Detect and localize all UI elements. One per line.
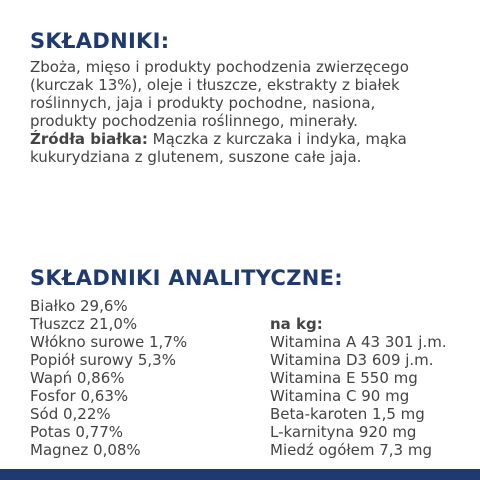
- vitamin-item: Witamina E 550 mg: [270, 369, 418, 387]
- protein-sources-line: kukurydziana z glutenem, suszone całe jaja.: [30, 148, 362, 166]
- analytical-item: Tłuszcz 21,0%: [30, 315, 138, 333]
- vitamin-item: Witamina C 90 mg: [270, 387, 410, 405]
- protein-sources-text: Mączka z kurczaka i indyka, mąka: [147, 130, 407, 148]
- bottom-color-bar: [0, 469, 480, 480]
- analytical-item: Białko 29,6%: [30, 297, 128, 315]
- ingredients-heading: SKŁADNIKI:: [30, 29, 170, 53]
- ingredients-line: roślinnych, jaja i produkty pochodne, nasiona,: [30, 94, 376, 112]
- analytical-item: Włókno surowe 1,7%: [30, 333, 188, 351]
- ingredients-text: [30, 58, 470, 166]
- analytical-left-column: [30, 297, 187, 459]
- analytical-item: Fosfor 0,63%: [30, 387, 129, 405]
- analytical-item: Potas 0,77%: [30, 423, 123, 441]
- analytical-item: Wapń 0,86%: [30, 369, 125, 387]
- vitamin-item: Witamina D3 609 j.m.: [270, 351, 434, 369]
- per-kg-heading: na kg:: [270, 315, 323, 333]
- vitamin-item: L-karnityna 920 mg: [270, 423, 417, 441]
- column-spacer: [270, 297, 447, 315]
- ingredients-line: (kurczak 13%), oleje i tłuszcze, ekstrakty z białek: [30, 76, 400, 94]
- ingredients-line: Zboża, mięso i produkty pochodzenia zwierzęcego: [30, 58, 409, 76]
- analytical-right-column: [270, 297, 447, 459]
- analytical-item: Popiół surowy 5,3%: [30, 351, 176, 369]
- vitamin-item: Beta-karoten 1,5 mg: [270, 405, 425, 423]
- vitamin-item: Miedź ogółem 7,3 mg: [270, 441, 433, 459]
- ingredients-line: produkty pochodzenia roślinnego, minerały.: [30, 112, 358, 130]
- analytical-item: Sód 0,22%: [30, 405, 111, 423]
- protein-sources-label: Źródła białka:: [30, 130, 148, 148]
- analytical-item: Magnez 0,08%: [30, 441, 141, 459]
- protein-sources-line: [30, 130, 470, 148]
- analytical-heading: SKŁADNIKI ANALITYCZNE:: [30, 266, 343, 290]
- vitamin-item: Witamina A 43 301 j.m.: [270, 333, 447, 351]
